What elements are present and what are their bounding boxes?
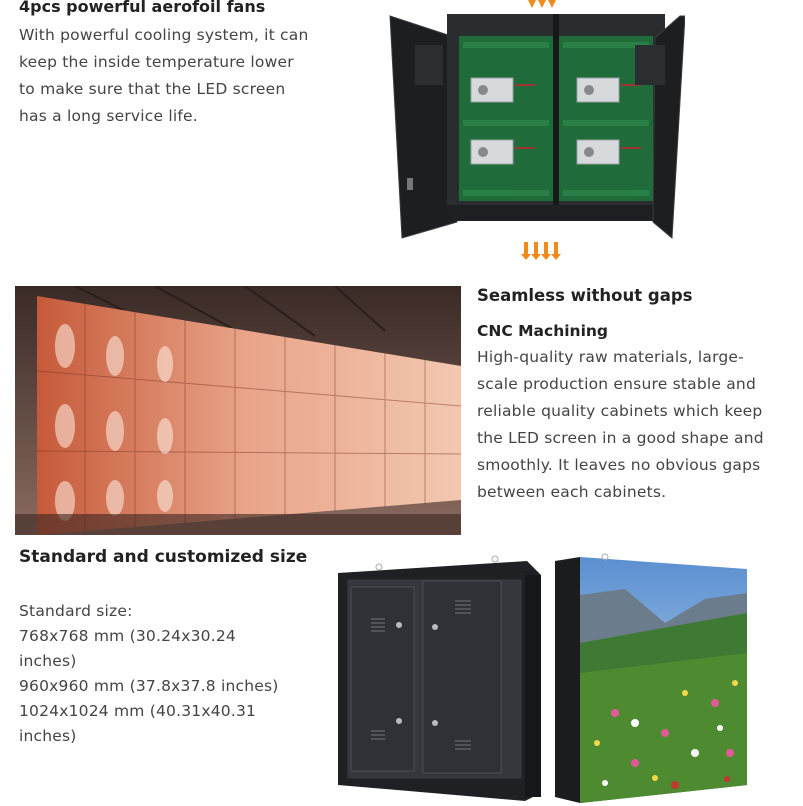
seamless-title: Seamless without gaps [477,286,693,305]
airflow-top-arrows-icon [528,0,556,8]
size-line: inches) [19,652,77,670]
size-list [19,599,319,749]
size-line: inches) [19,727,77,745]
size-line: 768x768 mm (30.24x30.24 [19,627,236,645]
fans-body: With powerful cooling system, it can keep the inside temperature lower to make sure that the LED screen has a long service life. [19,26,309,125]
seamless-body: High-quality raw materials, large-scale production ensure stable and reliable quality cabinets which keep the LED screen in a good shape and smoothly. It leaves no obvious gaps between each cabinets. [477,348,764,501]
seamless-subtitle: CNC Machining [477,322,609,340]
cabinets-image [335,553,753,806]
led-wall-image [15,286,461,535]
size-line: 1024x1024 mm (40.31x40.31 [19,702,257,720]
size-line: Standard size: [19,602,133,620]
fans-title: 4pcs powerful aerofoil fans [19,0,266,16]
airflow-bottom-arrows-icon [521,242,561,260]
size-line: 960x960 mm (37.8x37.8 inches) [19,677,279,695]
open-cabinet-image [385,0,685,265]
size-title: Standard and customized size [19,547,308,567]
